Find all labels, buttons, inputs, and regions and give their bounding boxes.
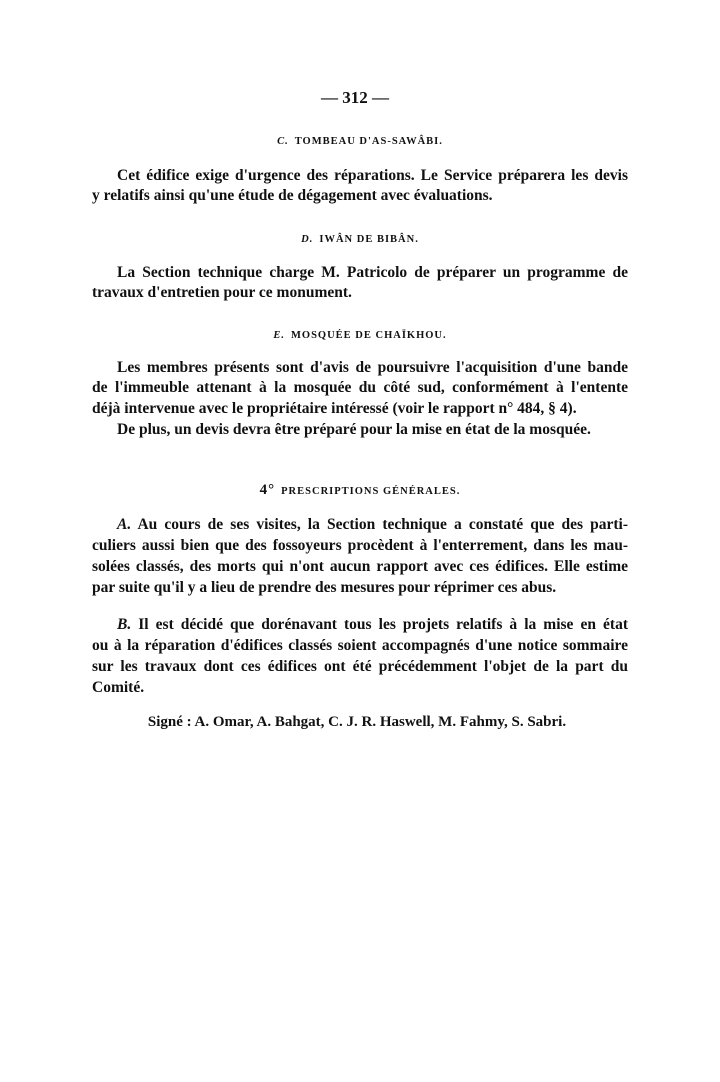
text-line: par suite qu'il y a lieu de prendre des mesures pour réprimer ces abus. xyxy=(92,579,557,596)
text-line: sur les travaux dont ces édifices ont été précédemment l'objet de la part du xyxy=(92,658,628,675)
paragraph-a-line xyxy=(117,516,628,534)
text-line: y relatifs ainsi qu'une étude de dégagement avec évaluations. xyxy=(92,187,493,204)
section-e-heading xyxy=(0,330,720,341)
text-line: La Section technique charge M. Patricolo de préparer un programme de xyxy=(117,264,628,281)
general-title: PRESCRIPTIONS GÉNÉRALES. xyxy=(281,486,461,497)
page-number: — 312 — xyxy=(321,88,389,107)
text-span: Au cours de ses visites, la Section technique a constaté que des parti- xyxy=(131,516,628,533)
text-line: Comité. xyxy=(92,679,145,696)
section-d-heading xyxy=(0,234,720,245)
text-line: déjà intervenue avec le propriétaire intéressé (voir le rapport n° 484, § 4). xyxy=(92,400,577,417)
general-number: 4° xyxy=(259,482,276,498)
section-letter: D. xyxy=(301,234,314,245)
section-title: TOMBEAU D'AS-SAWÂBI. xyxy=(294,136,443,147)
text-line: solées classés, des morts qui n'ont aucun rapport avec ces édifices. Elle estime xyxy=(92,558,628,575)
text-line: de l'immeuble attenant à la mosquée du côté sud, conformément à l'entente xyxy=(92,379,628,396)
text-line: De plus, un devis devra être préparé pour la mise en état de la mosquée. xyxy=(117,421,591,438)
text-line: travaux d'entretien pour ce monument. xyxy=(92,284,352,301)
general-heading xyxy=(0,482,720,499)
section-c-heading xyxy=(0,136,720,147)
text-line: ou à la réparation d'édifices classés soient accompagnés d'une notice sommaire xyxy=(92,637,628,654)
section-letter: C. xyxy=(277,136,289,147)
text-line: Les membres présents sont d'avis de poursuivre l'acquisition d'une bande xyxy=(117,359,628,376)
text-line: culiers aussi bien que des fossoyeurs procèdent à l'enterrement, dans les mau- xyxy=(92,537,628,554)
signature: Signé : A. Omar, A. Bahgat, C. J. R. Haswell, M. Fahmy, S. Sabri. xyxy=(147,714,567,730)
section-title: IWÂN DE BIBÂN. xyxy=(319,234,419,245)
section-letter: E. xyxy=(273,330,285,341)
paragraph-letter: A. xyxy=(117,516,132,533)
text-span: Il est décidé que dorénavant tous les projets relatifs à la mise en état xyxy=(131,616,628,633)
paragraph-letter: B. xyxy=(117,616,132,633)
text-line: Cet édifice exige d'urgence des réparations. Le Service préparera les devis xyxy=(117,167,628,184)
paragraph-b-line xyxy=(117,616,628,634)
section-title: MOSQUÉE DE CHAÏKHOU. xyxy=(291,330,447,341)
